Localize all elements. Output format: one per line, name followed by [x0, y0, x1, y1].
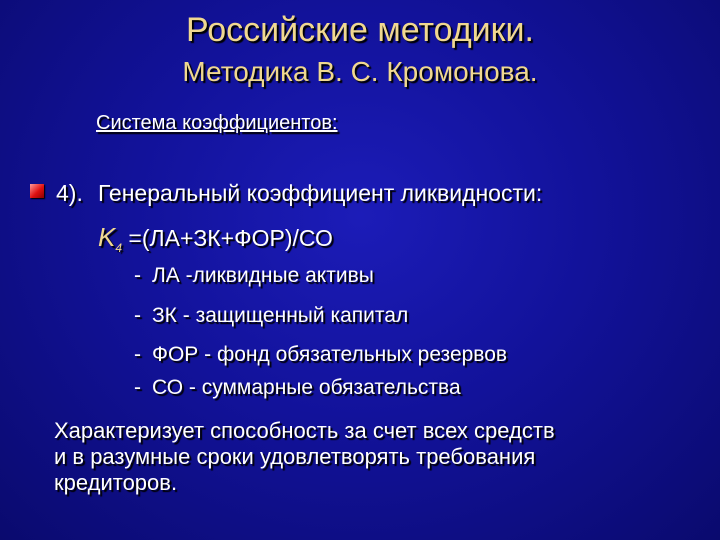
item-heading: Генеральный коэффициент ликвидности:: [98, 180, 543, 206]
definition-item: [134, 264, 374, 288]
description-line: Характеризует способность за счет всех средств: [54, 418, 555, 443]
dash-bullet: -: [134, 264, 141, 287]
definition-text: ЗК - защищенный капитал: [152, 304, 409, 327]
description-line: и в разумные сроки удовлетворять требования: [54, 444, 536, 469]
definition-text: ЛА -ликвидные активы: [152, 264, 374, 287]
slide-title: Российские методики.: [186, 11, 534, 49]
definition-item: [134, 376, 461, 400]
formula-symbol-letter: K: [98, 222, 116, 252]
formula-symbol: [98, 222, 123, 256]
formula-expression: =(ЛА+ЗК+ФОР)/СО: [122, 225, 333, 251]
definition-item: [134, 343, 507, 367]
definition-text: ФОР - фонд обязательных резервов: [152, 343, 508, 366]
definition-text: СО - суммарные обязательства: [152, 376, 461, 399]
formula-subscript: 4: [115, 241, 123, 256]
red-square-bullet-icon: [30, 184, 44, 198]
dash-bullet: -: [134, 343, 141, 366]
description-line: кредиторов.: [54, 470, 178, 495]
section-subtitle: Система коэффициентов:: [96, 112, 338, 134]
definition-item: [134, 304, 408, 328]
formula: [98, 222, 333, 255]
dash-bullet: -: [134, 376, 141, 399]
slide-subtitle-title: Методика В. С. Кромонова.: [182, 56, 538, 87]
dash-bullet: -: [134, 304, 141, 327]
item-number: 4).: [56, 180, 83, 206]
description-paragraph: [54, 418, 704, 496]
